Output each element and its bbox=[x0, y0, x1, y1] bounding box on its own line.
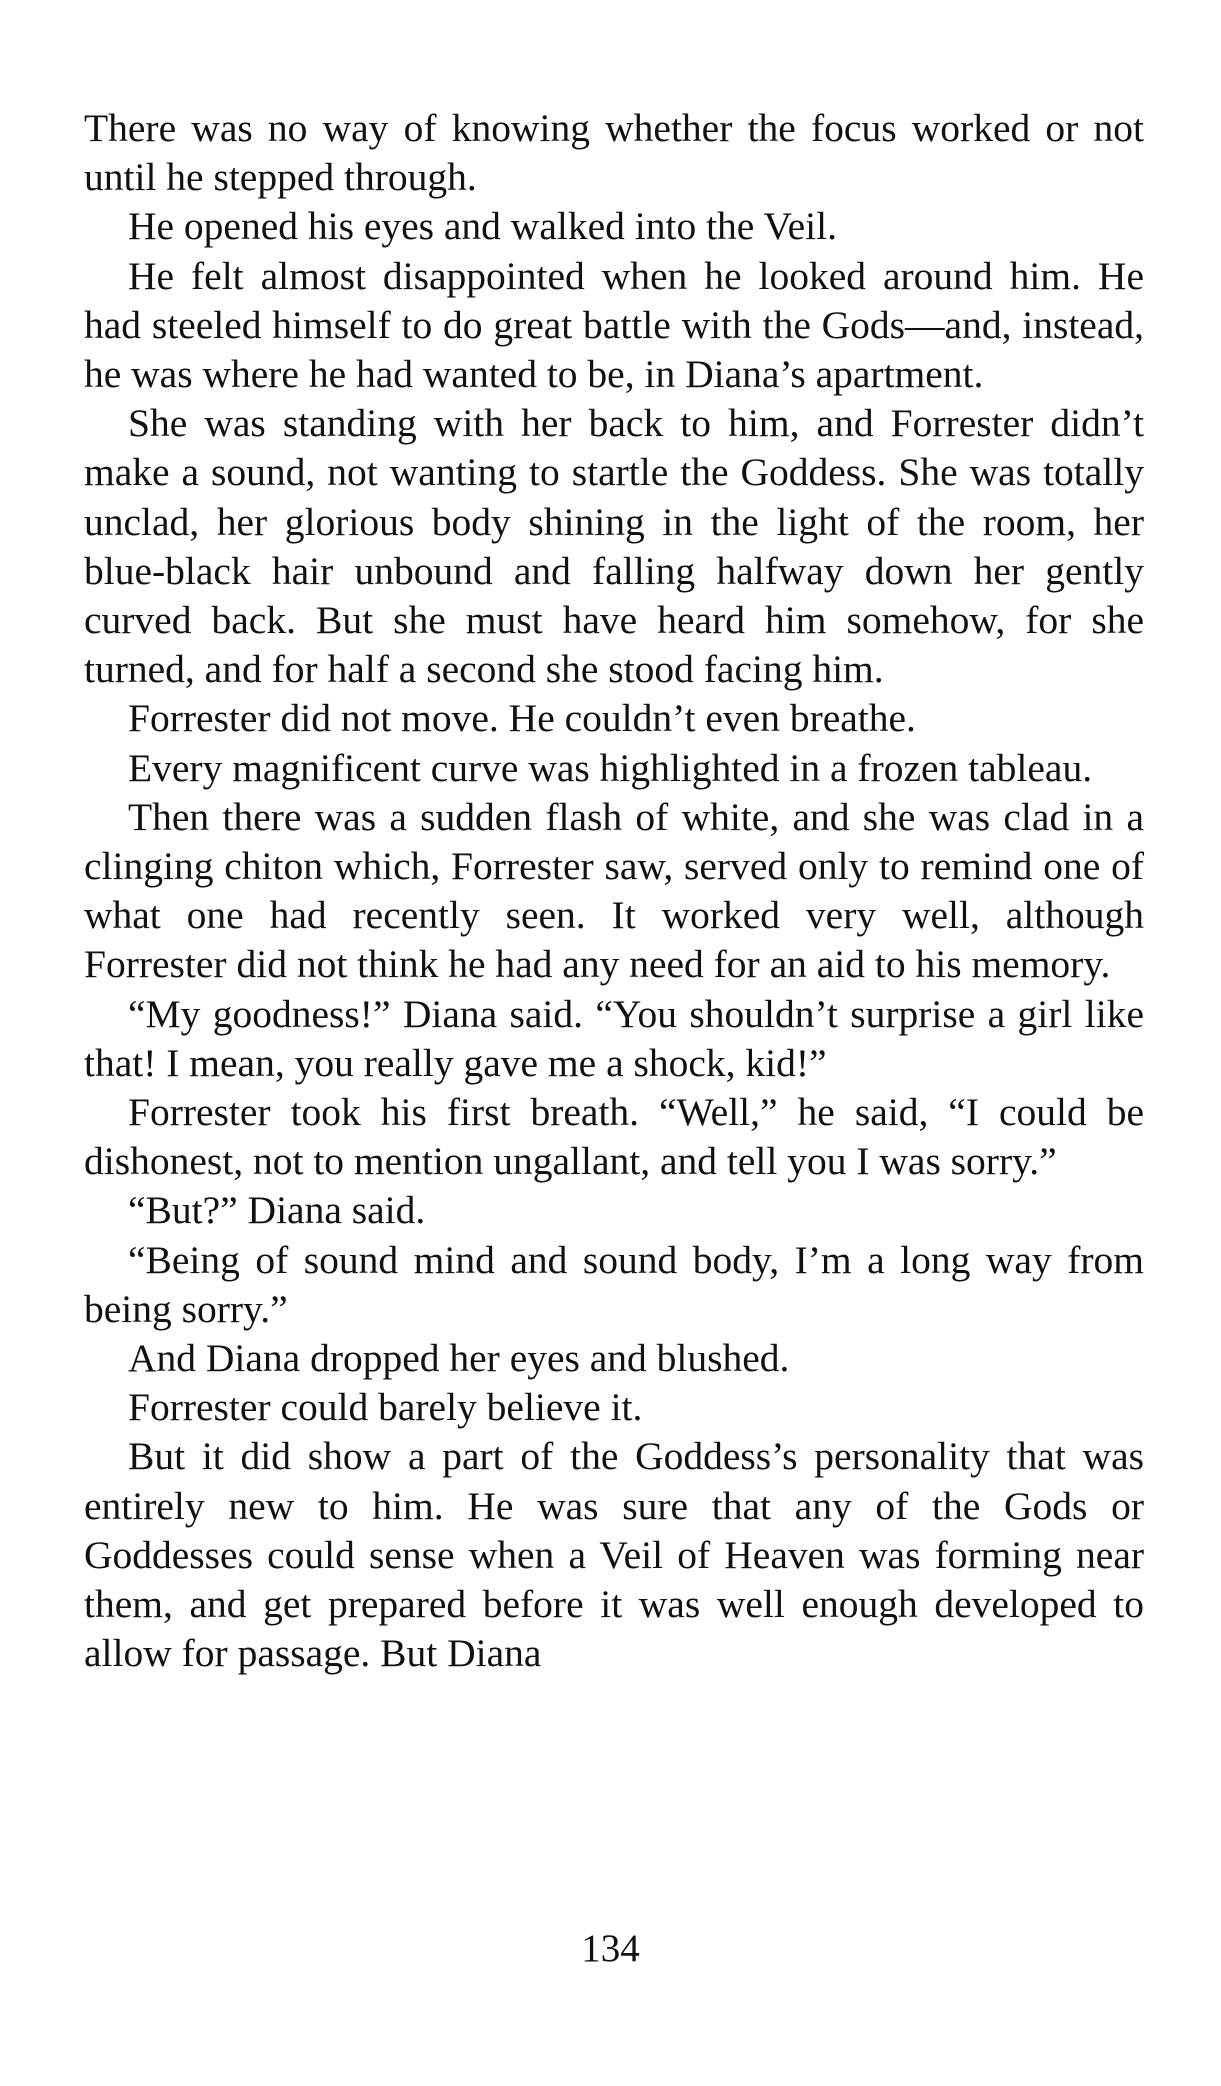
paragraph: She was standing with her back to him, and Forrester didn’t make a sound, not wanting to startle the Goddess. She was totally unclad, her glorious body shining in the light of the room, her blue-black hair unbound and falling halfway down her gently curved back. But she must have heard him somehow, for she turned, and for half a second she stood facing him. bbox=[84, 401, 1144, 692]
paragraph: And Diana dropped her eyes and blushed. bbox=[128, 1336, 790, 1381]
paragraph: Then there was a sudden flash of white, and she was clad in a clinging chiton which, Forrester saw, served only to remind one of what one had recently seen. It worked very well, although Forrester did not think he had any need for an aid to his memory. bbox=[84, 794, 1144, 987]
paragraph: There was no way of knowing whether the focus worked or not until he stepped through. bbox=[84, 106, 1144, 200]
paragraph: Forrester did not move. He couldn’t even breathe. bbox=[128, 696, 916, 741]
paragraph: He opened his eyes and walked into the Veil. bbox=[128, 204, 837, 249]
page-body-text bbox=[84, 104, 1144, 1679]
paragraph: Forrester took his first breath. “Well,” he said, “I could be dishonest, not to mention ungallant, and tell you I was sorry.” bbox=[84, 1090, 1144, 1184]
paragraph: “My goodness!” Diana said. “You shouldn’t surprise a girl like that! I mean, you really gave me a shock, kid!” bbox=[84, 991, 1144, 1085]
paragraph: Forrester could barely believe it. bbox=[128, 1385, 643, 1430]
paragraph: Every magnificent curve was highlighted in a frozen tableau. bbox=[128, 745, 1093, 790]
paragraph: “But?” Diana said. bbox=[128, 1188, 426, 1233]
page-number: 134 bbox=[581, 1927, 640, 1970]
paragraph: He felt almost disappointed when he looked around him. He had steeled himself to do great battle with the Gods—and, instead, he was where he had wanted to be, in Diana’s apartment. bbox=[84, 253, 1144, 397]
paragraph: But it did show a part of the Goddess’s personality that was entirely new to him. He was sure that any of the Gods or Goddesses could sense when a Veil of Heaven was forming near them, and get prepared before it was well enough developed to allow for passage. But Diana bbox=[84, 1434, 1144, 1676]
paragraph: “Being of sound mind and sound body, I’m a long way from being sorry.” bbox=[84, 1237, 1144, 1331]
